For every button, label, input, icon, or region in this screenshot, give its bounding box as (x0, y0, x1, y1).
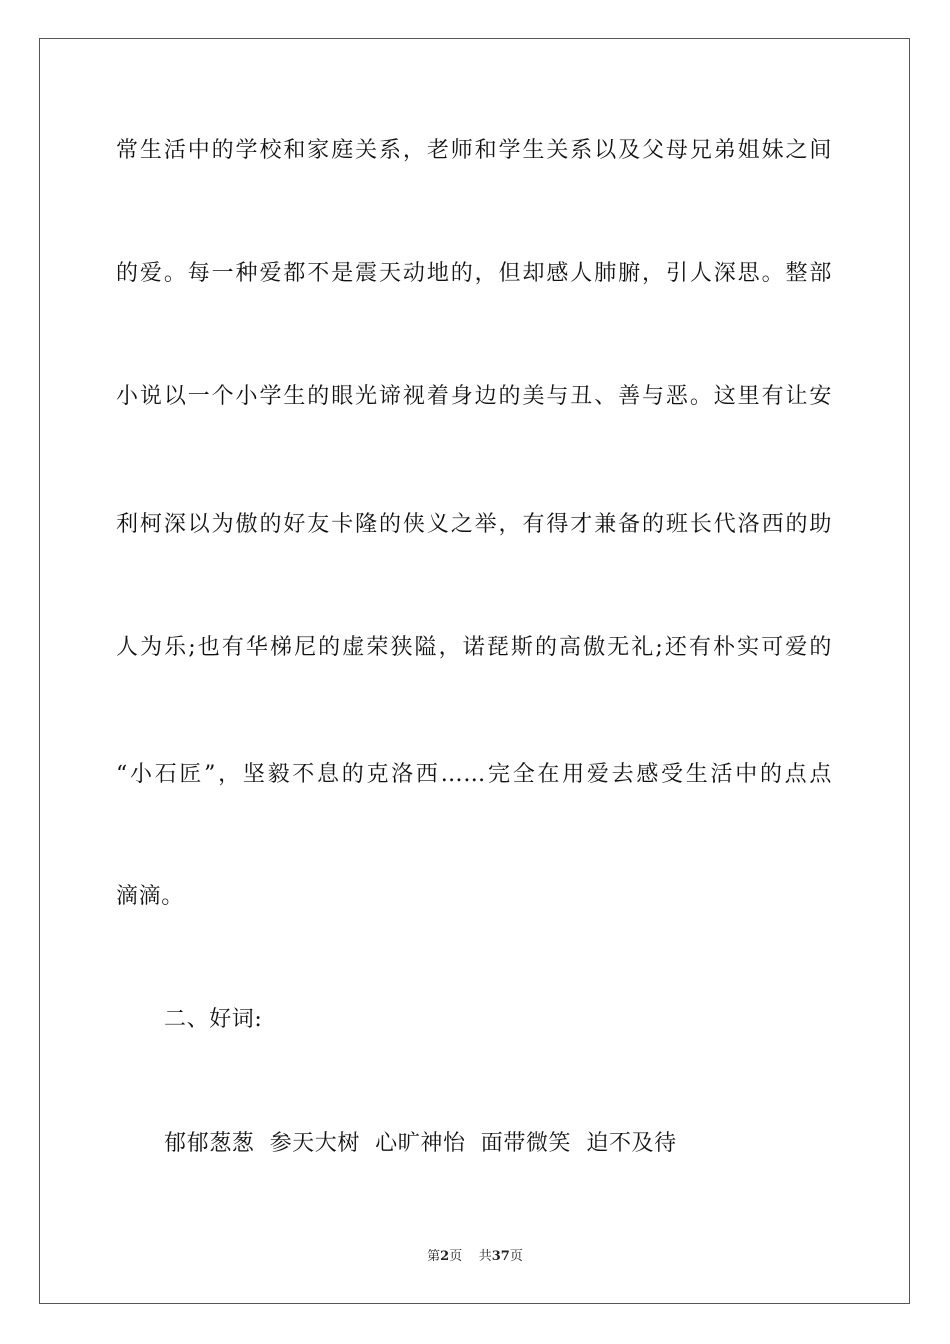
footer-total-pages: 37 (491, 1249, 510, 1264)
footer-page-suffix: 页 (449, 1249, 463, 1264)
footer-total-suffix: 页 (509, 1249, 523, 1264)
paragraph-line-5: 人为乐;也有华梯尼的虚荣狭隘，诺琵斯的高傲无礼;还有朴实可爱的 (116, 635, 832, 660)
paragraph-line-2: 的爱。每一种爱都不是震天动地的，但却感人肺腑，引人深思。整部 (116, 261, 832, 286)
paragraph-line-4: 利柯深以为傲的好友卡隆的侠义之举，有得才兼备的班长代洛西的助 (116, 512, 832, 537)
paragraph-line-6: “小石匠”，坚毅不息的克洛西……完全在用爱去感受生活中的点点 (116, 762, 832, 787)
word-list: 郁郁葱葱 参天大树 心旷神怡 面带微笑 迫不及待 (164, 1131, 677, 1156)
footer-total-prefix: 共 (478, 1249, 492, 1264)
paragraph-line-7: 滴滴。 (116, 884, 184, 909)
footer-page-number: 2 (440, 1249, 450, 1264)
page-frame (39, 38, 910, 1304)
paragraph-line-3: 小说以一个小学生的眼光谛视着身边的美与丑、善与恶。这里有让安 (116, 384, 832, 409)
paragraph-line-1: 常生活中的学校和家庭关系，老师和学生关系以及父母兄弟姐妹之间 (116, 138, 832, 163)
footer-page-prefix: 第 (427, 1249, 441, 1264)
section-heading: 二、好词: (164, 1007, 263, 1032)
page-footer (0, 1248, 950, 1266)
